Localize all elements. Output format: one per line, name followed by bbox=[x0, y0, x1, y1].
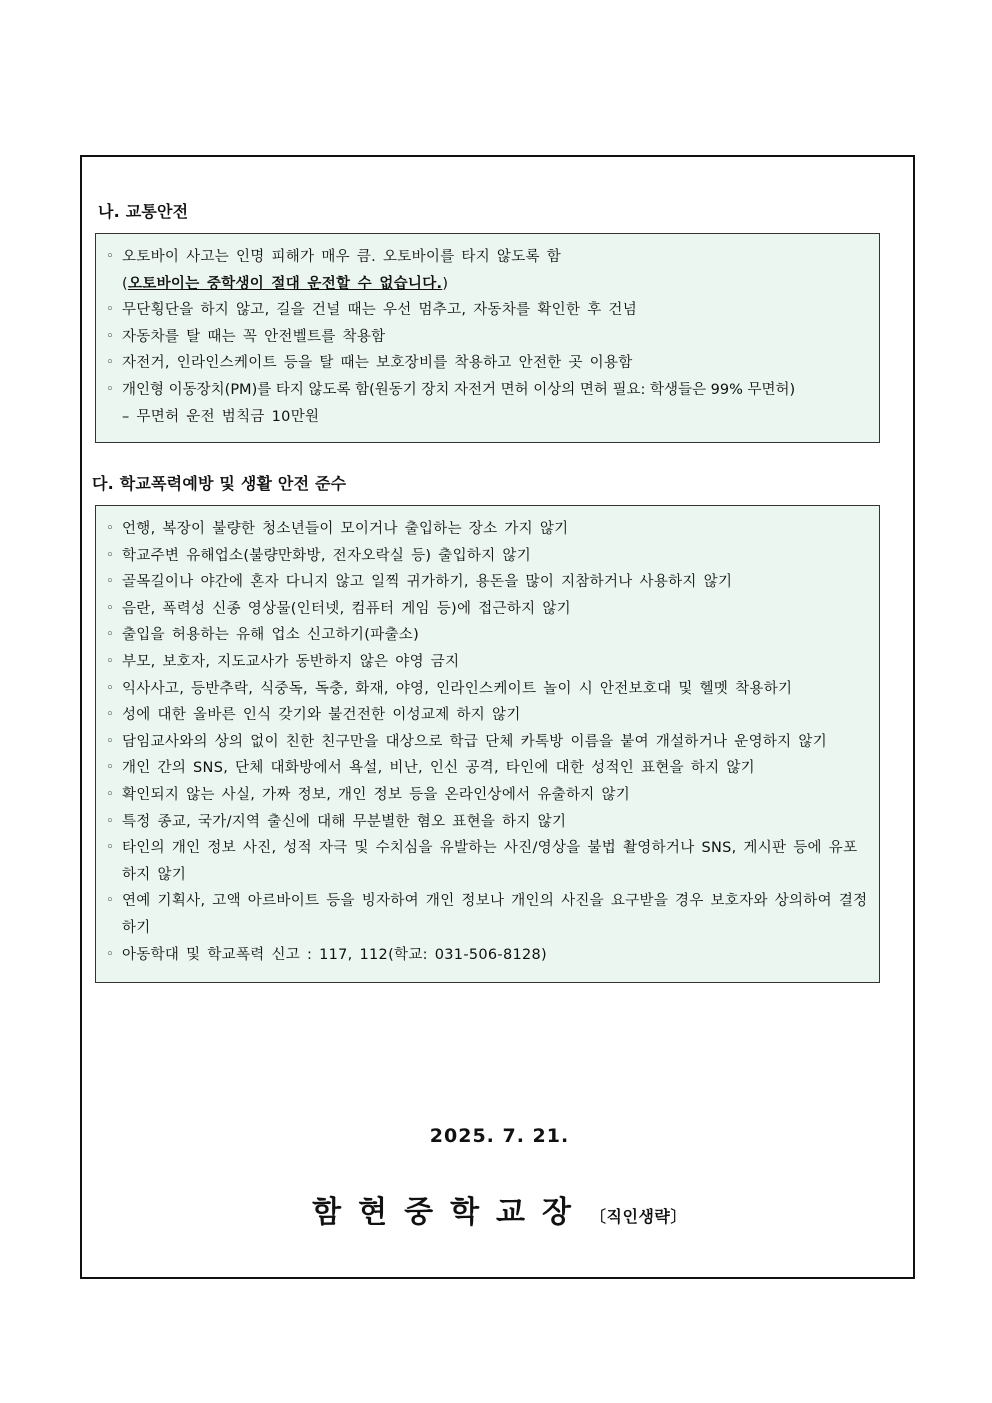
school-violence-heading: 다. 학교폭력예방 및 생활 안전 준수 bbox=[92, 474, 347, 493]
list-item bbox=[106, 755, 869, 782]
bullet-icon: ◦ bbox=[106, 946, 114, 962]
list-item bbox=[106, 543, 869, 570]
list-item bbox=[106, 942, 869, 969]
list-item-text: 자전거, 인라인스케이트 등을 탈 때는 보호장비를 착용하고 안전한 곳 이용함 bbox=[122, 355, 633, 372]
list-item-text: 익사사고, 등반추락, 식중독, 독충, 화재, 야영, 인라인스케이트 놀이 시 안전보호대 및 헬멧 착용하기 bbox=[122, 680, 793, 697]
list-item-text: 확인되지 않는 사실, 가짜 정보, 개인 정보 등을 온라인상에서 유출하지 않기 bbox=[122, 786, 631, 803]
document-date: 2025. 7. 21. bbox=[429, 1125, 570, 1147]
list-item-text: 연예 기획사, 고액 아르바이트 등을 빙자하여 개인 정보나 개인의 사진을 요구받을 경우 보호자와 상의하여 결정하기 bbox=[122, 893, 868, 936]
bullet-icon: ◦ bbox=[106, 302, 114, 318]
principal-title: 함현중학교장 bbox=[312, 1195, 589, 1230]
list-item bbox=[106, 569, 869, 596]
list-item-text: 자동차를 탈 때는 꼭 안전벨트를 착용함 bbox=[122, 328, 386, 345]
list-item bbox=[106, 649, 869, 676]
bullet-icon: ◦ bbox=[106, 680, 114, 696]
motorcycle-prohibition-notice: 오토바이는 중학생이 절대 운전할 수 없습니다. bbox=[127, 275, 443, 292]
bullet-icon: ◦ bbox=[106, 381, 114, 397]
fine-note: – 무면허 운전 범칙금 10만원 bbox=[122, 408, 320, 425]
list-item bbox=[106, 676, 869, 703]
bullet-icon: ◦ bbox=[106, 786, 114, 802]
emphasis-line bbox=[122, 271, 869, 298]
traffic-safety-box bbox=[95, 233, 880, 443]
list-item-text: 특정 종교, 국가/지역 출신에 대해 무분별한 혐오 표현을 하지 않기 bbox=[122, 813, 567, 830]
signature-block bbox=[82, 1187, 917, 1231]
list-item bbox=[106, 516, 869, 543]
list-item bbox=[106, 888, 869, 941]
bullet-icon: ◦ bbox=[106, 328, 114, 344]
list-item-text: 타인의 개인 정보 사진, 성적 자극 및 수치심을 유발하는 사진/영상을 불법 촬영하거나 SNS, 게시판 등에 유포하지 않기 bbox=[122, 840, 858, 883]
school-violence-list bbox=[106, 516, 869, 968]
list-item-text: 언행, 복장이 불량한 청소년들이 모이거나 출입하는 장소 가지 않기 bbox=[122, 521, 569, 537]
list-item-text: 성에 대한 올바른 인식 갖기와 불건전한 이성교제 하지 않기 bbox=[122, 707, 521, 724]
list-item bbox=[106, 702, 869, 729]
bullet-icon: ◦ bbox=[106, 733, 114, 749]
bullet-icon: ◦ bbox=[106, 574, 114, 590]
list-item-text: 골목길이나 야간에 혼자 다니지 않고 일찍 귀가하기, 용돈을 많이 지참하거나 사용하지 않기 bbox=[122, 574, 733, 591]
list-item-text: 무단횡단을 하지 않고, 길을 건널 때는 우선 멈추고, 자동차를 확인한 후 건넘 bbox=[122, 302, 638, 319]
traffic-safety-heading: 나. 교통안전 bbox=[98, 202, 189, 221]
bullet-icon: ◦ bbox=[106, 840, 114, 856]
list-item bbox=[106, 782, 869, 809]
bullet-icon: ◦ bbox=[106, 707, 114, 723]
seal-omitted-note: 〔직인생략〕 bbox=[590, 1207, 687, 1226]
list-item bbox=[106, 622, 869, 649]
list-item-text: 부모, 보호자, 지도교사가 동반하지 않은 야영 금지 bbox=[122, 653, 460, 670]
list-item bbox=[106, 297, 869, 324]
paren-open: ( bbox=[122, 275, 128, 292]
list-item-text: 음란, 폭력성 신종 영상물(인터넷, 컴퓨터 게임 등)에 접근하지 않기 bbox=[122, 600, 571, 617]
list-item-text: 오토바이 사고는 인명 피해가 매우 큼. 오토바이를 타지 않도록 함 bbox=[122, 249, 562, 265]
list-item-text: 개인형 이동장치(PM)를 타지 않도록 함(원동기 장치 자전거 면허 이상의 면허 필요: 학생들은 99% 무면허) bbox=[122, 381, 796, 398]
list-item-text: 학교주변 유해업소(불량만화방, 전자오락실 등) 출입하지 않기 bbox=[122, 547, 532, 564]
list-item-text: 담임교사와의 상의 없이 친한 친구만을 대상으로 학급 단체 카톡방 이름을 붙여 개설하거나 운영하지 않기 bbox=[122, 733, 828, 750]
document-frame bbox=[80, 155, 915, 1279]
bullet-icon: ◦ bbox=[106, 760, 114, 776]
bullet-icon: ◦ bbox=[106, 893, 114, 909]
bullet-icon: ◦ bbox=[106, 547, 114, 563]
list-item bbox=[106, 809, 869, 836]
list-item bbox=[106, 377, 869, 430]
list-item bbox=[106, 596, 869, 623]
bullet-icon: ◦ bbox=[106, 600, 114, 616]
bullet-icon: ◦ bbox=[106, 627, 114, 643]
list-item bbox=[106, 350, 869, 377]
school-violence-box bbox=[95, 505, 880, 983]
list-item bbox=[106, 244, 869, 297]
bullet-icon: ◦ bbox=[106, 249, 114, 264]
list-item bbox=[106, 324, 869, 351]
list-item-text: 아동학대 및 학교폭력 신고 : 117, 112(학교: 031-506-8128) bbox=[122, 946, 548, 963]
bullet-icon: ◦ bbox=[106, 521, 114, 536]
list-item-text: 출입을 허용하는 유해 업소 신고하기(파출소) bbox=[122, 627, 420, 644]
list-item bbox=[106, 729, 869, 756]
list-item bbox=[106, 835, 869, 888]
bullet-icon: ◦ bbox=[106, 813, 114, 829]
paren-close: ) bbox=[442, 275, 449, 292]
bullet-icon: ◦ bbox=[106, 653, 114, 669]
list-item-text: 개인 간의 SNS, 단체 대화방에서 욕설, 비난, 인신 공격, 타인에 대한 성적인 표현을 하지 않기 bbox=[122, 760, 755, 777]
bullet-icon: ◦ bbox=[106, 355, 114, 371]
traffic-safety-list bbox=[106, 244, 869, 430]
